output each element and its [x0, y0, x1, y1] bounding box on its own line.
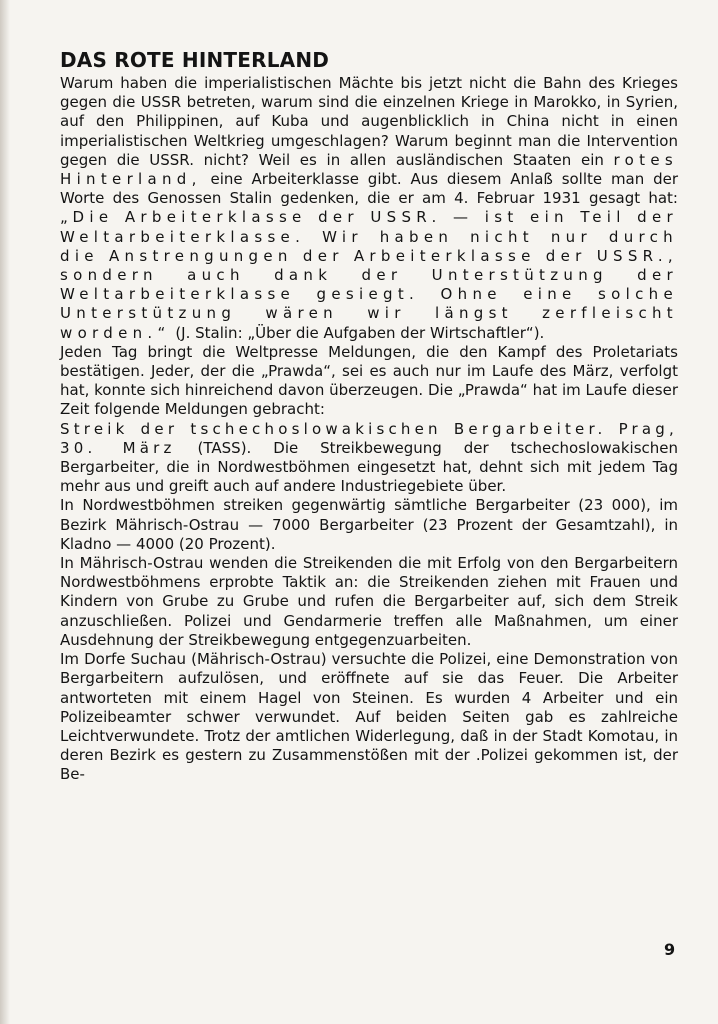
news-headline: Streik der tschechoslowakischen Bergarbeiter. Prag, 30. März	[60, 419, 678, 457]
page-number: 9	[664, 940, 676, 959]
paragraph-1-spaced-phrase: rotes Hinterland,	[60, 150, 678, 189]
news-text: (TASS). Die Streikbewegung der tschechoslowakischen Bergarbeiter, die in Nordwestböhmen eingesetzt hat, dehnt sich mit jedem Tag mehr aus und greift auch auf andere Industriegebiete über.	[60, 438, 678, 496]
stalin-quote: „Die Arbeiterklasse der USSR. — ist ein Teil der Weltarbeiterklasse. Wir haben nicht nur durch die Anstrengungen der Arbeiterklasse der USSR., sondern auch dank der Unterstützung der Weltarbeiterklasse gesiegt. Ohne eine solche Unterstützung wären wir längst zerfleischt worden.“	[60, 208, 678, 342]
paragraph-1-text-b: eine Arbeiterklasse gibt. Aus diesem Anlaß sollte man der Worte des Genossen Stalin gedenken, die er am 4. Februar 1931 gesagt hat:	[60, 170, 678, 208]
paragraph-5: In Mährisch-Ostrau wenden die Streikenden die mit Erfolg von den Bergarbeitern Nordwestböhmens erprobte Taktik an: die Streikenden ziehen mit Frauen und Kindern von Grube zu Grube und rufen die Bergarbeiter auf, sich dem Streik anzuschließen. Polizei und Gendarmerie treffen alle Maßnahmen, um einer Ausdehnung der Streikbewegung entgegenzuarbeiten.	[60, 554, 678, 649]
paragraph-4: In Nordwestböhmen streiken gegenwärtig sämtliche Bergarbeiter (23 000), im Bezirk Mährisch-Ostrau — 7000 Bergarbeiter (23 Prozent der Gesamtzahl), in Kladno — 4000 (20 Prozent).	[60, 496, 678, 553]
paragraph-6: Im Dorfe Suchau (Mährisch-Ostrau) versuchte die Polizei, eine Demonstration von Bergarbeitern aufzulösen, und eröffnete auf sie das Feuer. Die Arbeiter antworteten mit einem Hagel von Steinen. Es wurden 4 Arbeiter und ein Polizeibeamter schwer verwundet. Auf beiden Seiten gab es zahlreiche Leichtverwundete. Trotz der amtlichen Widerlegung, daß in der Stadt Komotau, in deren Bezirk es gestern zu Zusammenstößen mit der .Polizei gekommen ist, der Be-	[60, 650, 678, 784]
paragraph-1-text-a: Warum haben die imperialistischen Mächte bis jetzt nicht die Bahn des Krieges gegen die USSR betreten, warum sind die einzelnen Kriege in Marokko, in Syrien, auf den Philippinen, auf Kuba und augenblicklich in China nicht in einen imperialistischen Weltkrieg umgeschlagen? Warum beginnt man die Intervention gegen die USSR. nicht? Weil es in allen ausländischen Staaten ein	[60, 74, 678, 169]
page-edge-shadow	[0, 0, 10, 1024]
chapter-title: DAS ROTE HINTERLAND	[60, 48, 330, 72]
paragraph-2: Jeden Tag bringt die Weltpresse Meldungen, die den Kampf des Proletariats bestätigen. Jeder, der die „Prawda“, sei es auch nur im Laufe des März, verfolgt hat, konnte sich hinreichend davon überzeugen. Die „Prawda“ hat im Laufe dieser Zeit folgende Meldungen gebracht:	[60, 342, 678, 419]
page-content	[60, 48, 678, 785]
paragraph-1	[60, 74, 678, 343]
paragraph-3	[60, 420, 678, 497]
stalin-quote-source: (J. Stalin: „Über die Aufgaben der Wirtschaftler“).	[170, 323, 545, 342]
